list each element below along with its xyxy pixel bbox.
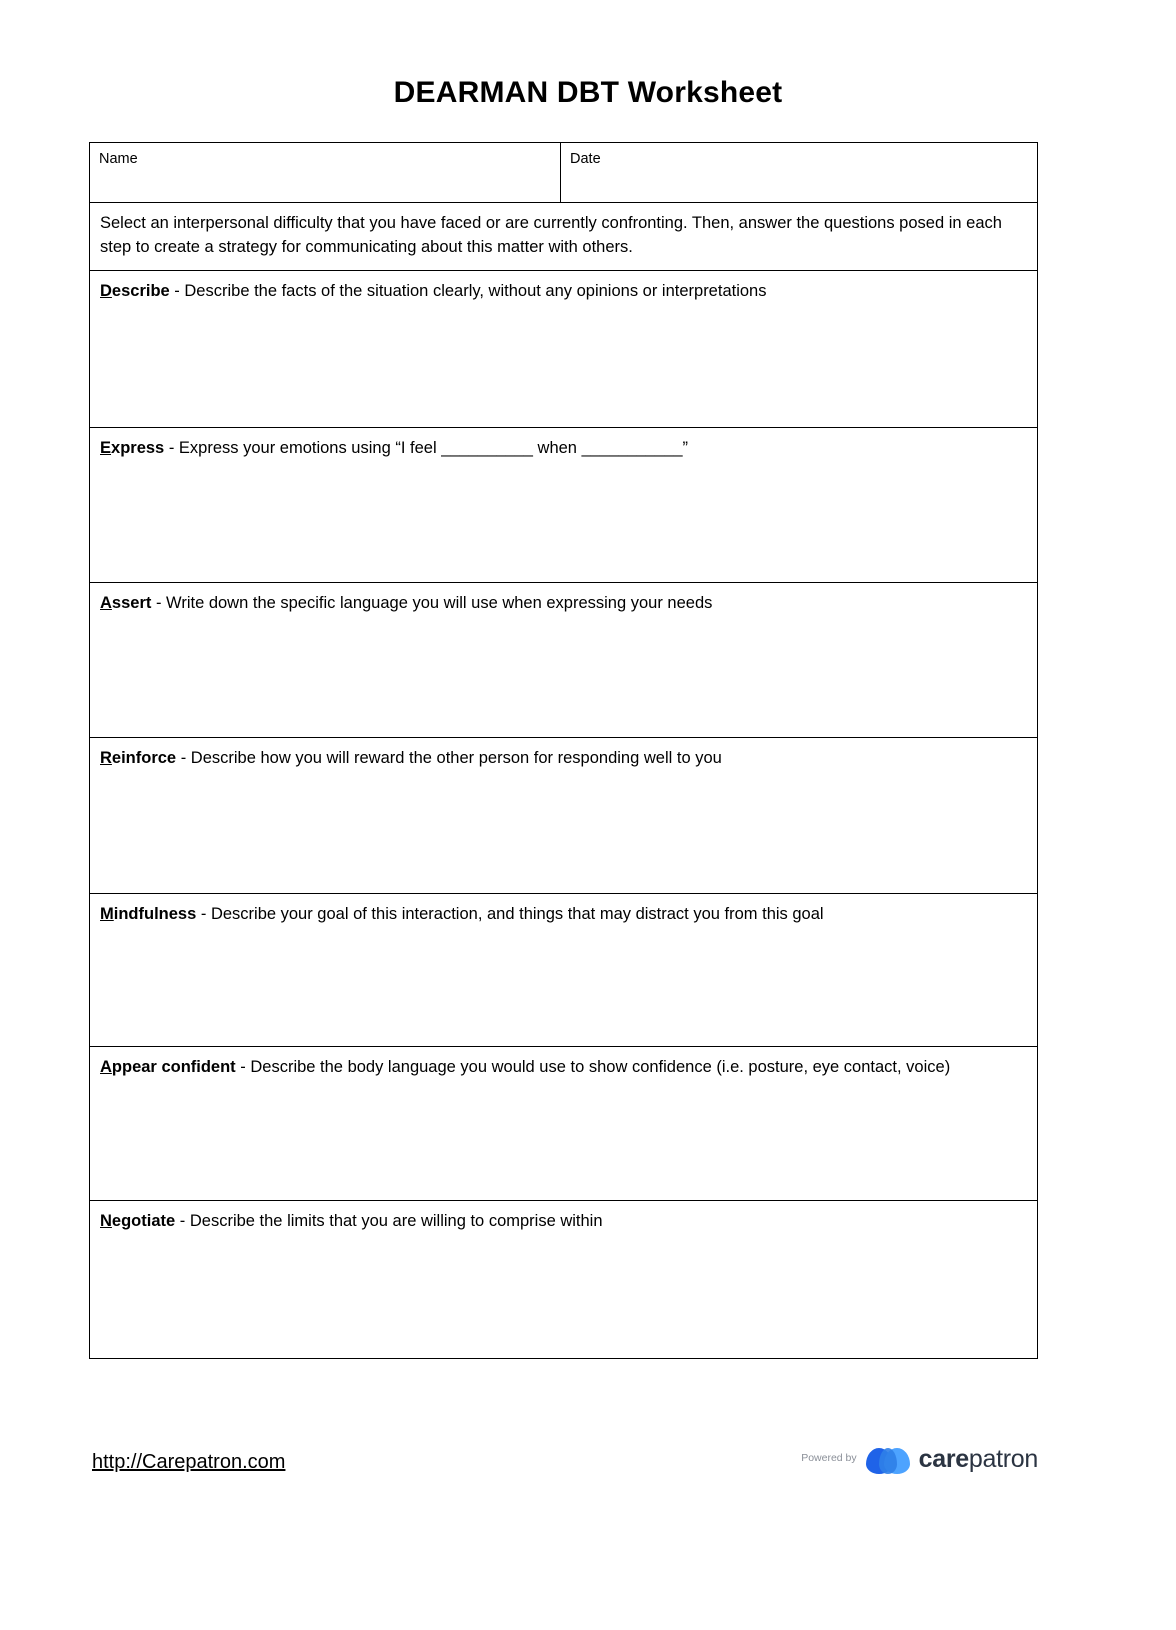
section-assert: [90, 583, 1037, 738]
section-describe-heading: [100, 281, 1027, 302]
page-title: DEARMAN DBT Worksheet: [393, 76, 783, 109]
section-reinforce-heading: [100, 748, 1027, 769]
section-appear-confident-key-rest: ppear confident: [111, 1058, 236, 1077]
section-express-initial: E: [100, 439, 112, 458]
powered-by-label: Powered by: [801, 1451, 857, 1464]
section-reinforce-answer-area[interactable]: [100, 770, 1027, 893]
section-mindfulness-heading: [100, 904, 1027, 925]
worksheet-table: [89, 142, 1038, 1359]
section-negotiate-key-rest: egotiate: [111, 1212, 176, 1231]
section-express-answer-area[interactable]: [100, 460, 1027, 582]
section-express-separator: -: [164, 439, 179, 458]
section-assert-key: [100, 594, 151, 612]
section-reinforce: [90, 738, 1037, 893]
section-appear-confident: [90, 1047, 1037, 1201]
section-describe-key-rest: escribe: [111, 281, 170, 300]
carepatron-logo-icon: [866, 1444, 910, 1474]
section-assert-prompt: Write down the specific language you will use when expressing your needs: [166, 593, 713, 612]
section-negotiate-key: [100, 1212, 175, 1230]
name-label: Name: [99, 151, 138, 167]
section-express-key-rest: xpress: [111, 439, 165, 458]
section-reinforce-key: [100, 749, 176, 767]
section-reinforce-prompt: Describe how you will reward the other person for responding well to you: [190, 749, 722, 768]
section-negotiate-heading: [100, 1211, 1027, 1232]
section-mindfulness-answer-area[interactable]: [100, 925, 1027, 1046]
section-reinforce-separator: -: [176, 749, 191, 768]
section-negotiate-prompt: Describe the limits that you are willing to comprise within: [189, 1212, 603, 1231]
section-express-prompt: Express your emotions using “I feel __________ when ___________”: [178, 439, 689, 458]
section-describe-initial: D: [100, 281, 112, 300]
section-mindfulness-key: [100, 905, 196, 923]
section-express: [90, 428, 1037, 582]
section-mindfulness-prompt: Describe your goal of this interaction, and things that may distract you from this goal: [210, 904, 824, 923]
carepatron-link[interactable]: http://Carepatron.com: [92, 1451, 286, 1473]
section-mindfulness-key-rest: indfulness: [113, 904, 197, 923]
instructions-text: Select an interpersonal difficulty that you have faced or are currently confronting. Then, answer the questions posed in each step to create a strategy for communicating about this matter with others.: [100, 214, 1002, 256]
name-field[interactable]: [90, 143, 561, 202]
carepatron-wordmark: [918, 1444, 1038, 1473]
date-label: Date: [570, 151, 601, 167]
section-assert-heading: [100, 593, 1027, 614]
section-negotiate-separator: -: [175, 1212, 190, 1231]
section-appear-confident-answer-area[interactable]: [100, 1078, 1027, 1200]
section-appear-confident-key: [100, 1058, 236, 1076]
section-express-key: [100, 439, 164, 457]
section-describe-answer-area[interactable]: [100, 302, 1027, 427]
wordmark-patron: patron: [968, 1444, 1038, 1473]
section-assert-separator: -: [151, 593, 167, 612]
section-describe: [90, 271, 1037, 428]
section-negotiate: [90, 1201, 1037, 1357]
section-appear-confident-heading: [100, 1057, 1027, 1078]
section-assert-initial: A: [100, 593, 112, 612]
section-reinforce-key-rest: einforce: [111, 749, 177, 768]
section-describe-key: [100, 282, 170, 300]
section-describe-separator: -: [169, 281, 185, 300]
section-mindfulness-separator: -: [196, 904, 211, 923]
section-express-heading: [100, 438, 1027, 459]
section-reinforce-initial: R: [100, 749, 112, 768]
section-appear-confident-separator: -: [235, 1058, 251, 1077]
section-appear-confident-prompt: Describe the body language you would use to show confidence (i.e. posture, eye contact, voice): [250, 1058, 951, 1077]
brand-lockup: [801, 1444, 1038, 1474]
section-negotiate-initial: N: [100, 1212, 112, 1231]
date-field[interactable]: [561, 143, 1037, 202]
instructions-row: [90, 203, 1037, 271]
section-assert-answer-area[interactable]: [100, 614, 1027, 737]
section-appear-confident-initial: A: [100, 1058, 112, 1077]
wordmark-care: care: [918, 1444, 969, 1473]
section-assert-key-rest: ssert: [111, 593, 152, 612]
section-mindfulness-initial: M: [100, 904, 114, 923]
identity-row: [90, 143, 1037, 203]
section-mindfulness: [90, 894, 1037, 1047]
page-footer: [89, 1440, 1038, 1500]
section-describe-prompt: Describe the facts of the situation clearly, without any opinions or interpretations: [184, 281, 767, 300]
section-negotiate-answer-area[interactable]: [100, 1233, 1027, 1358]
